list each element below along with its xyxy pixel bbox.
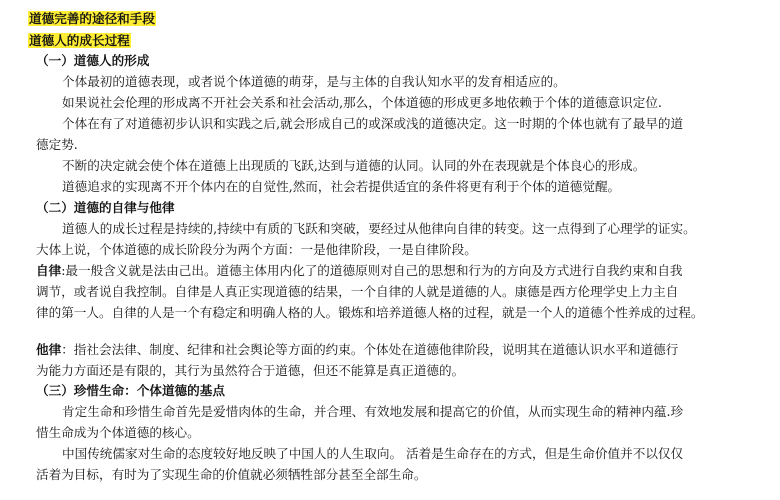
doc-subtitle <box>28 31 131 51</box>
paragraph-cont: 大体上说，个体道德的成长阶段分为两个方面：一是他律阶段，一是自律阶段。 <box>36 242 477 257</box>
paragraph-cont: 活着为目标，有时为了实现生命的价值就必须牺牲部分甚至全部生命。 <box>36 467 427 482</box>
zilv-label: 自律 <box>36 263 62 278</box>
paragraph: 如果说社会伦理的形成离不开社会关系和社会活动,那么，个体道德的形成更多地依赖于个体的道德意识定位. <box>62 95 662 110</box>
paragraph: 不断的决定就会使个体在道德上出现质的飞跃,达到与道德的认同。认同的外在表现就是个体良心的形成。 <box>62 158 646 173</box>
title-highlight: 道德完善的途径和手段 <box>29 11 155 26</box>
section2-heading: （二）道德的自律与他律 <box>36 200 175 215</box>
paragraph: 肯定生命和珍惜生命首先是爱惜肉体的生命，并合理、有效地发展和提高它的价值，从而实现生命的精神内蕴.珍 <box>62 404 684 419</box>
paragraph: 个体在有了对道德初步认识和实践之后,就会形成自己的或深或浅的道德决定。这一时期的个体也就有了最早的道 <box>62 116 684 131</box>
talv-text: ：指社会法律、制度、纪律和社会舆论等方面的约束。个体处在道德他律阶段，说明其在道德认识水平和道德行 <box>61 342 679 357</box>
paragraph-cont: 德定势. <box>36 137 78 152</box>
doc-title <box>28 9 156 29</box>
paragraph-cont: 调节，或者说自我控制。自律是人真正实现道德的结果，一个自律的人就是道德的人。康德是西方伦理学史上力主自 <box>36 284 679 299</box>
paragraph: 中国传统儒家对生命的态度较好地反映了中国人的人生取向。 活着是生命存在的方式，但是生命价值并不以仅仅 <box>62 446 684 461</box>
subtitle-highlight: 道德人的成长过程 <box>29 33 130 48</box>
paragraph-cont: 为能力方面还是有限的，其行为虽然符合于道德，但还不能算是真正道德的。 <box>36 363 465 378</box>
zilv-text: :最一般含义就是法由己出。道德主体用内化了的道德原则对自己的思想和行为的方向及方式进行自我约束和自我 <box>61 263 683 278</box>
section3-heading: （三）珍惜生命：个体道德的基点 <box>36 383 225 398</box>
paragraph: 个体最初的道德表现，或者说个体道德的萌芽，是与主体的自我认知水平的发育相适应的。 <box>62 74 566 89</box>
talv-paragraph <box>36 340 780 360</box>
paragraph-cont: 律的第一人。自律的人是一个有稳定和明确人格的人。锻炼和培养道德人格的过程，就是一个人的道德个性养成的过程。 <box>36 305 704 320</box>
zilv-paragraph <box>36 261 780 281</box>
paragraph: 道德追求的实现离不开个体内在的自觉性,然而，社会若提供适宜的条件将更有利于个体的道德觉醒。 <box>62 179 621 194</box>
paragraph-cont: 惜生命成为个体道德的核心。 <box>36 425 200 440</box>
talv-label: 他律 <box>36 342 62 357</box>
section1-heading: （一）道德人的形成 <box>36 53 150 68</box>
page-bottom-edge <box>0 496 780 500</box>
paragraph: 道德人的成长过程是持续的,持续中有质的飞跃和突破，要经过从他律向自律的转变。这一点得到了心理学的证实。 <box>62 221 696 236</box>
